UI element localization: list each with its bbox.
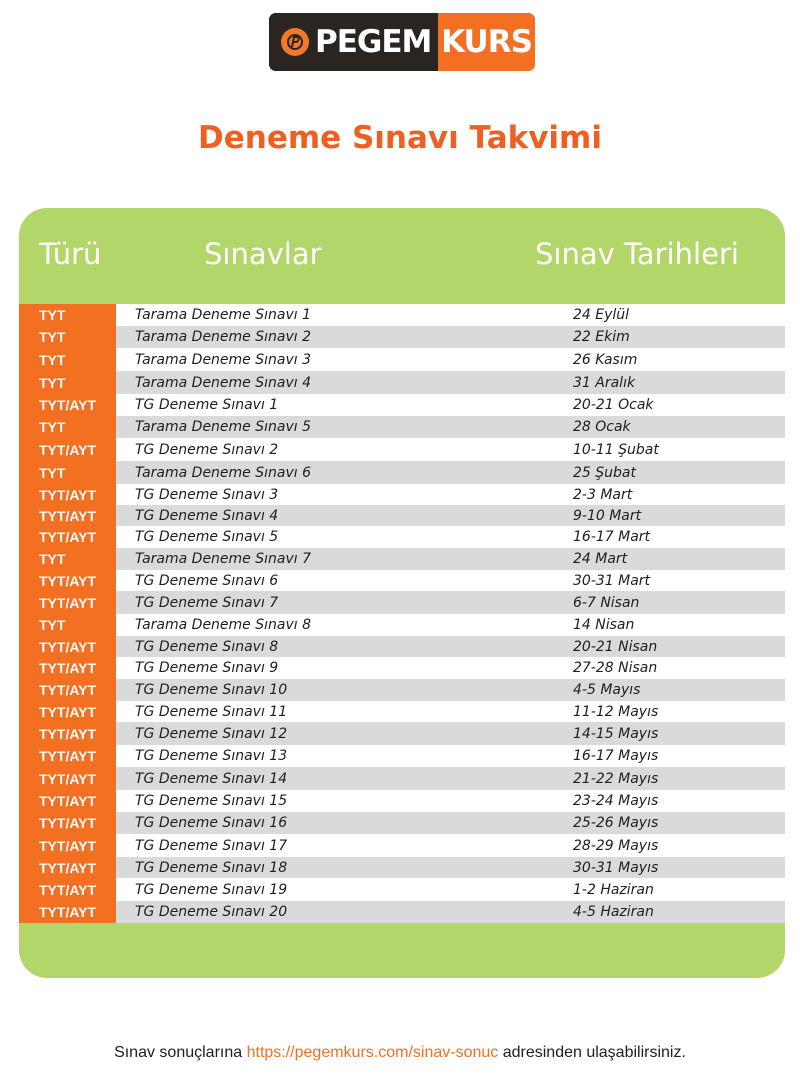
- row-date-cell: 4-5 Mayıs: [573, 682, 641, 698]
- row-date-cell: 28 Ocak: [573, 419, 631, 435]
- row-date-cell: 24 Mart: [573, 551, 628, 567]
- row-exam-cell: TG Deneme Sınavı 9: [135, 660, 279, 676]
- row-exam-cell: Tarama Deneme Sınavı 7: [135, 551, 312, 567]
- page-title: Deneme Sınavı Takvimi: [198, 120, 602, 156]
- row-date-cell: 22 Ekim: [573, 329, 630, 345]
- table-row: [19, 614, 785, 636]
- table-row: [19, 834, 785, 857]
- row-date-cell: 1-2 Haziran: [573, 881, 654, 898]
- row-exam-cell: TG Deneme Sınavı 7: [135, 594, 279, 611]
- row-date-cell: 28-29 Mayıs: [573, 837, 659, 854]
- footer-text-before: Sınav sonuçlarına: [114, 1044, 247, 1061]
- row-type-cell: TYT/AYT: [19, 591, 116, 614]
- row-date-cell: 14 Nisan: [573, 617, 635, 633]
- results-link[interactable]: https://pegemkurs.com/sinav-sonuc: [246, 1044, 499, 1061]
- table-row: [19, 790, 785, 812]
- row-type-cell: TYT: [19, 461, 116, 484]
- row-type-cell: TYT: [19, 614, 116, 636]
- table-row: [19, 371, 785, 394]
- row-type-cell: TYT: [19, 548, 116, 570]
- table-row: [19, 812, 785, 834]
- row-type-cell: TYT/AYT: [19, 526, 116, 548]
- row-type-cell: TYT/AYT: [19, 679, 116, 701]
- row-date-cell: 23-24 Mayıs: [573, 793, 659, 809]
- row-date-cell: 10-11 Şubat: [573, 441, 659, 458]
- table-row: [19, 767, 785, 790]
- row-date-cell: 26 Kasım: [573, 351, 638, 368]
- row-type-cell: TYT/AYT: [19, 657, 116, 679]
- row-type-cell: TYT/AYT: [19, 745, 116, 767]
- row-date-cell: 11-12 Mayıs: [573, 703, 659, 720]
- row-type-cell: TYT/AYT: [19, 438, 116, 461]
- row-exam-cell: TG Deneme Sınavı 15: [135, 793, 288, 809]
- row-date-cell: 14-15 Mayıs: [573, 725, 659, 742]
- table-row: [19, 722, 785, 745]
- row-date-cell: 25 Şubat: [573, 464, 636, 481]
- row-exam-cell: Tarama Deneme Sınavı 2: [135, 329, 312, 345]
- table-row: [19, 701, 785, 722]
- row-exam-cell: TG Deneme Sınavı 4: [135, 507, 279, 524]
- row-type-cell: TYT/AYT: [19, 505, 116, 526]
- table-row: [19, 857, 785, 878]
- row-date-cell: 30-31 Mart: [573, 572, 651, 589]
- row-type-cell: TYT: [19, 304, 116, 326]
- row-date-cell: 20-21 Ocak: [573, 397, 654, 413]
- header-date: Sınav Tarihleri: [535, 237, 739, 271]
- schedule-table-body: [19, 304, 785, 923]
- logo-orange-part: [438, 13, 535, 71]
- row-exam-cell: TG Deneme Sınavı 16: [135, 815, 288, 831]
- row-exam-cell: Tarama Deneme Sınavı 4: [135, 374, 312, 391]
- row-exam-cell: TG Deneme Sınavı 3: [135, 486, 279, 503]
- row-exam-cell: TG Deneme Sınavı 5: [135, 529, 279, 545]
- row-exam-cell: TG Deneme Sınavı 12: [135, 725, 288, 742]
- logo-text-pegem: PEGEM: [315, 24, 432, 60]
- row-exam-cell: TG Deneme Sınavı 8: [135, 638, 279, 655]
- row-type-cell: TYT/AYT: [19, 394, 116, 416]
- table-row: [19, 505, 785, 526]
- table-row: [19, 901, 785, 923]
- row-exam-cell: Tarama Deneme Sınavı 8: [135, 617, 312, 633]
- row-date-cell: 2-3 Mart: [573, 486, 633, 503]
- row-date-cell: 6-7 Nisan: [573, 594, 640, 611]
- row-exam-cell: TG Deneme Sınavı 14: [135, 770, 288, 787]
- row-date-cell: 31 Aralık: [573, 374, 636, 391]
- row-date-cell: 25-26 Mayıs: [573, 815, 659, 831]
- row-exam-cell: Tarama Deneme Sınavı 6: [135, 464, 312, 481]
- table-row: [19, 461, 785, 484]
- row-exam-cell: TG Deneme Sınavı 2: [135, 441, 279, 458]
- row-type-cell: TYT: [19, 371, 116, 394]
- table-row: [19, 438, 785, 461]
- row-type-cell: TYT/AYT: [19, 857, 116, 878]
- table-row: [19, 657, 785, 679]
- footer-note: [0, 1044, 800, 1062]
- row-type-cell: TYT: [19, 416, 116, 438]
- row-date-cell: 16-17 Mayıs: [573, 748, 659, 764]
- row-exam-cell: TG Deneme Sınavı 10: [135, 682, 288, 698]
- header-exam: Sınavlar: [204, 237, 322, 271]
- logo-text-kurs: KURS: [441, 24, 532, 60]
- row-date-cell: 30-31 Mayıs: [573, 859, 659, 876]
- row-type-cell: TYT/AYT: [19, 701, 116, 722]
- table-row: [19, 548, 785, 570]
- row-date-cell: 4-5 Haziran: [573, 904, 654, 920]
- table-row: [19, 636, 785, 657]
- footer-text-after: adresinden ulaşabilirsiniz.: [498, 1044, 686, 1061]
- row-date-cell: 20-21 Nisan: [573, 638, 658, 655]
- row-exam-cell: TG Deneme Sınavı 17: [135, 837, 288, 854]
- header-type: Türü: [39, 237, 102, 271]
- row-exam-cell: Tarama Deneme Sınavı 1: [135, 307, 312, 323]
- row-type-cell: TYT/AYT: [19, 878, 116, 901]
- row-date-cell: 27-28 Nisan: [573, 660, 658, 676]
- table-row: [19, 526, 785, 548]
- row-type-cell: TYT/AYT: [19, 834, 116, 857]
- table-row: [19, 591, 785, 614]
- row-exam-cell: TG Deneme Sınavı 18: [135, 859, 288, 876]
- row-type-cell: TYT: [19, 326, 116, 348]
- row-exam-cell: Tarama Deneme Sınavı 5: [135, 419, 312, 435]
- row-date-cell: 24 Eylül: [573, 307, 630, 323]
- row-type-cell: TYT/AYT: [19, 636, 116, 657]
- table-row: [19, 326, 785, 348]
- table-row: [19, 878, 785, 901]
- row-exam-cell: TG Deneme Sınavı 13: [135, 748, 288, 764]
- row-exam-cell: Tarama Deneme Sınavı 3: [135, 351, 312, 368]
- table-row: [19, 745, 785, 767]
- table-row: [19, 416, 785, 438]
- pegem-logo-mark-icon: [281, 28, 309, 56]
- row-type-cell: TYT/AYT: [19, 570, 116, 591]
- row-date-cell: 9-10 Mart: [573, 507, 642, 524]
- row-exam-cell: TG Deneme Sınavı 6: [135, 572, 279, 589]
- row-exam-cell: TG Deneme Sınavı 20: [135, 904, 288, 920]
- table-header: [19, 208, 785, 304]
- table-row: [19, 394, 785, 416]
- row-date-cell: 16-17 Mart: [573, 529, 651, 545]
- row-type-cell: TYT/AYT: [19, 484, 116, 505]
- row-type-cell: TYT/AYT: [19, 812, 116, 834]
- logo-dark-part: [269, 13, 438, 71]
- row-exam-cell: TG Deneme Sınavı 11: [135, 703, 288, 720]
- row-exam-cell: TG Deneme Sınavı 19: [135, 881, 288, 898]
- pegem-kurs-logo: [269, 13, 535, 71]
- table-row: [19, 304, 785, 326]
- table-row: [19, 570, 785, 591]
- row-type-cell: TYT/AYT: [19, 722, 116, 745]
- table-row: [19, 484, 785, 505]
- row-type-cell: TYT: [19, 348, 116, 371]
- row-type-cell: TYT/AYT: [19, 790, 116, 812]
- row-date-cell: 21-22 Mayıs: [573, 770, 659, 787]
- row-exam-cell: TG Deneme Sınavı 1: [135, 397, 279, 413]
- table-row: [19, 679, 785, 701]
- row-type-cell: TYT/AYT: [19, 767, 116, 790]
- table-row: [19, 348, 785, 371]
- row-type-cell: TYT/AYT: [19, 901, 116, 923]
